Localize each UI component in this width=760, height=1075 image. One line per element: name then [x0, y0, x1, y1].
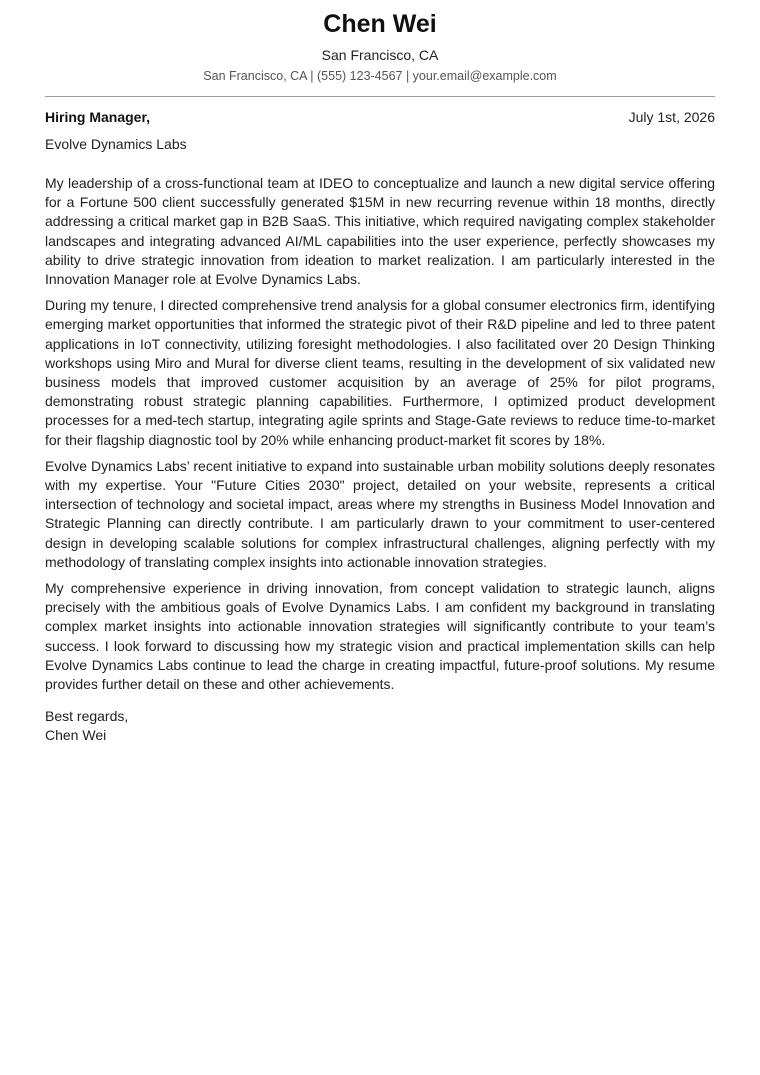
- body-paragraph-1: My leadership of a cross-functional team at IDEO to conceptualize and launch a new digital service offering for a Fortune 500 client successfully generated $15M in new recurring revenue within 18 months, directly addressing a critical market gap in B2B SaaS. This initiative, which required navigating complex stakeholder landscapes and integrating advanced AI/ML capabilities into the user experience, perfectly showcases my ability to drive strategic innovation from ideation to market realization. I am particularly interested in the Innovation Manager role at Evolve Dynamics Labs.: [45, 175, 715, 288]
- body-paragraph-2: During my tenure, I directed comprehensive trend analysis for a global consumer electronics firm, identifying emerging market opportunities that informed the strategic pivot of their R&D pipeline and led to three patent applications in IoT connectivity, utilizing foresight methodologies. I also facilitated over 20 Design Thinking workshops using Miro and Mural for diverse client teams, resulting in the development of six validated new business models that improved customer acquisition by an average of 25% for pilot programs, demonstrating robust strategic planning capabilities. Furthermore, I optimized product development processes for a med-tech startup, integrating agile sprints and Stage-Gate reviews to reduce time-to-market for their flagship diagnostic tool by 20% while enhancing product-market fit scores by 18%.: [45, 297, 715, 448]
- letter-body: [45, 174, 715, 694]
- body-paragraph-3: Evolve Dynamics Labs’ recent initiative to expand into sustainable urban mobility solutions deeply resonates with my expertise. Your "Future Cities 2030" project, detailed on your website, represents a critical intersection of technology and societal impact, areas where my strengths in Business Model Innovation and Strategic Planning can directly contribute. I am particularly drawn to your commitment to user-centered design in developing scalable solutions for complex infrastructural challenges, aligning perfectly with my methodology of translating complex insights into actionable innovation strategies.: [45, 457, 715, 570]
- body-paragraph-4: My comprehensive experience in driving innovation, from concept validation to strategic launch, aligns precisely with the ambitious goals of Evolve Dynamics Labs. I am confident my background in translating complex market insights into actionable innovation strategies will significantly contribute to your team’s success. I look forward to discussing how my strategic vision and practical implementation skills can help Evolve Dynamics Labs continue to lead the charge in creating impactful, future-proof solutions. My resume provides further detail on these and other achievements.: [45, 580, 715, 693]
- header-divider: [45, 96, 715, 97]
- closing-salutation: Best regards,: [45, 708, 129, 725]
- letter-header: [45, 0, 715, 85]
- applicant-name: Chen Wei: [323, 10, 437, 38]
- recipient-company: Evolve Dynamics Labs: [45, 136, 187, 152]
- recipient-row: [45, 107, 715, 127]
- letter-date: July 1st, 2026: [628, 109, 715, 125]
- signature-name: Chen Wei: [45, 727, 107, 744]
- letter-closing: [45, 707, 715, 745]
- applicant-location: San Francisco, CA: [321, 47, 439, 63]
- contact-line: San Francisco, CA | (555) 123-4567 | your.email@example.com: [203, 69, 557, 83]
- recipient-greeting: Hiring Manager,: [45, 109, 151, 125]
